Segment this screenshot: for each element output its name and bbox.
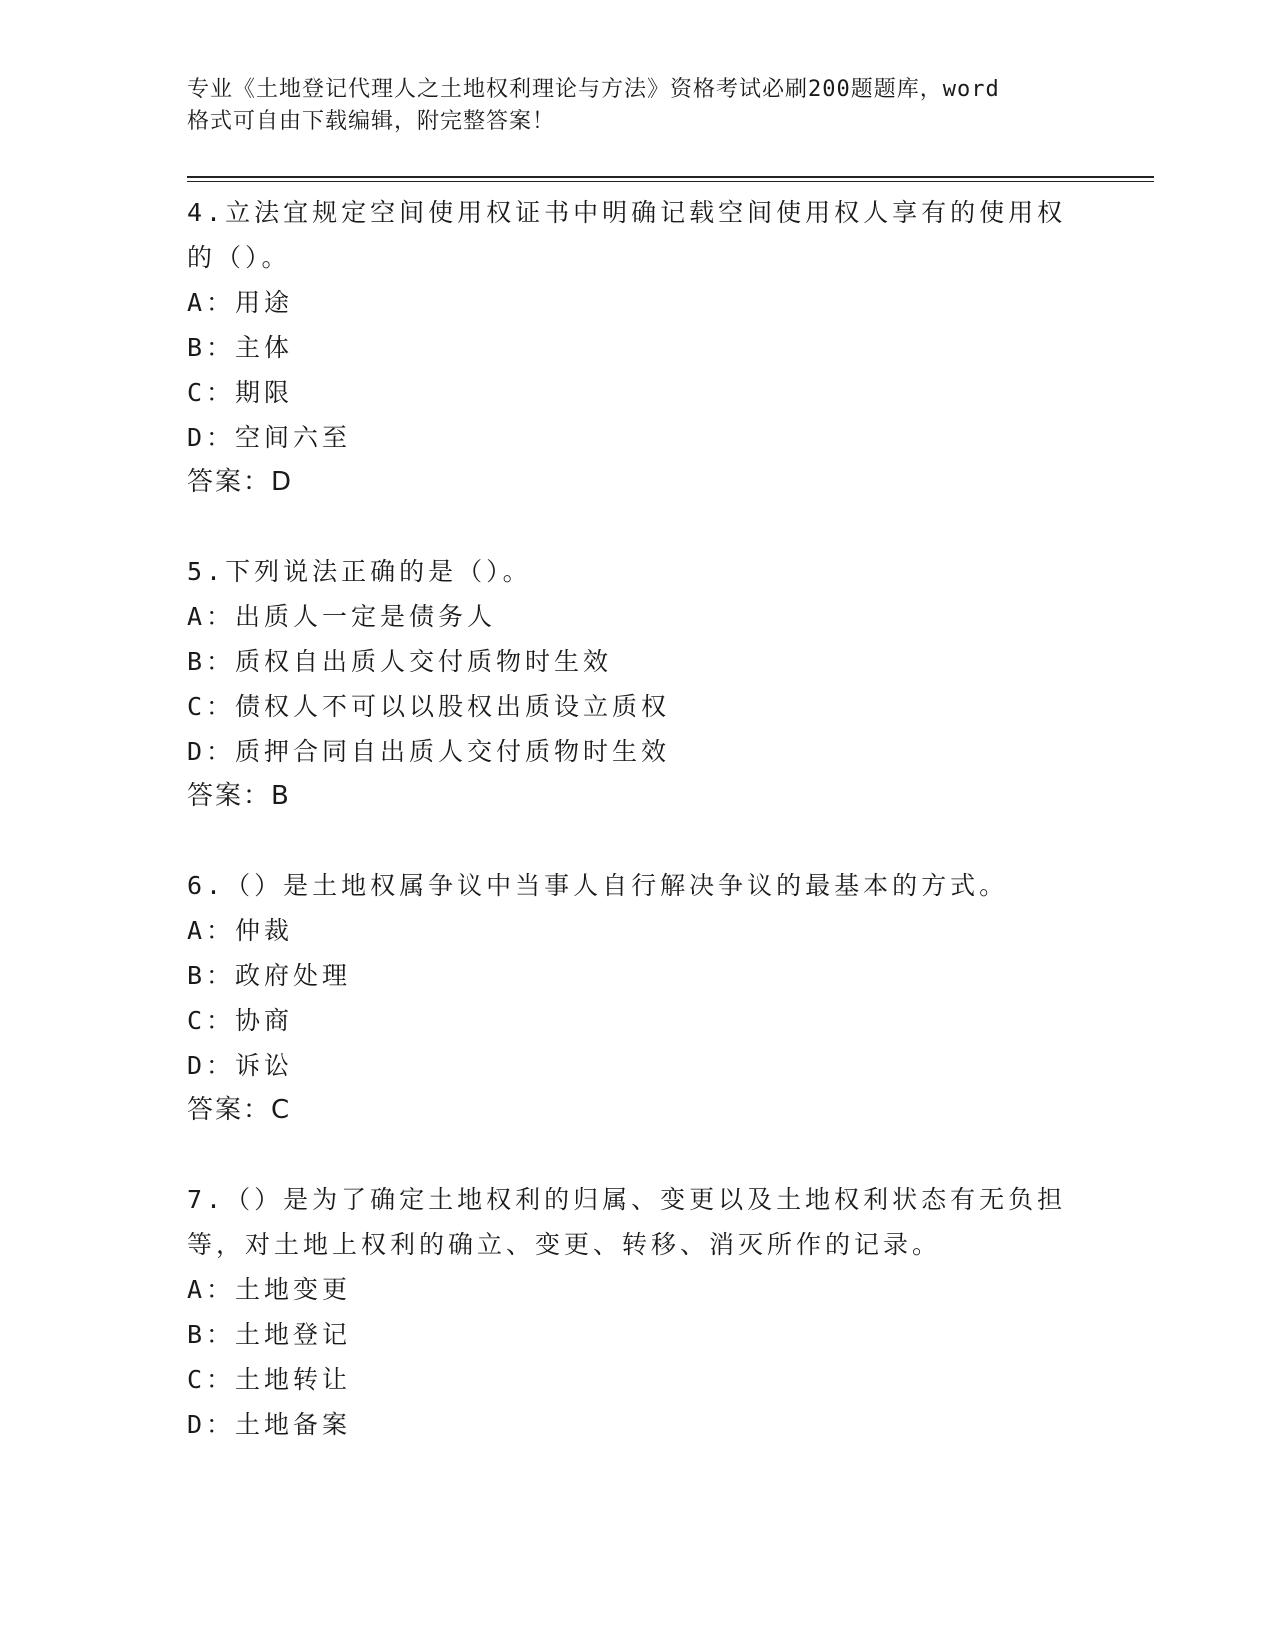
option-d: D：空间六至 — [187, 423, 352, 452]
option-c: C：期限 — [187, 378, 294, 407]
question-text: 7.（）是为了确定土地权利的归属、变更以及土地权利状态有无负担等，对土地上权利的确立、变更、转移、消灭所作的记录。 — [187, 1185, 1067, 1259]
header-line-2: 格式可自由下载编辑，附完整答案！ — [187, 109, 556, 134]
option-c: C：土地转让 — [187, 1365, 352, 1394]
question-list — [187, 190, 1067, 1491]
question-5 — [187, 549, 1067, 819]
header-rule-thin — [187, 181, 1154, 182]
option-a: A：土地变更 — [187, 1275, 352, 1304]
question-6 — [187, 863, 1067, 1133]
option-a: A：出质人一定是债务人 — [187, 602, 497, 631]
option-a: A：仲裁 — [187, 916, 294, 945]
option-c: C：债权人不可以以股权出质设立质权 — [187, 692, 671, 721]
option-d: D：诉讼 — [187, 1051, 294, 1080]
option-b: B：土地登记 — [187, 1320, 352, 1349]
answer: 答案：D — [187, 467, 294, 497]
answer: 答案：C — [187, 1095, 292, 1125]
document-header — [187, 74, 1067, 138]
option-a: A：用途 — [187, 288, 294, 317]
option-c: C：协商 — [187, 1006, 294, 1035]
option-b: B：主体 — [187, 333, 294, 362]
option-b: B：政府处理 — [187, 961, 352, 990]
answer: 答案：B — [187, 781, 291, 811]
question-7 — [187, 1177, 1067, 1447]
option-d: D：土地备案 — [187, 1410, 352, 1439]
question-text: 5.下列说法正确的是（）。 — [187, 557, 532, 586]
question-text: 4.立法宜规定空间使用权证书中明确记载空间使用权人享有的使用权的（）。 — [187, 198, 1067, 272]
question-4 — [187, 190, 1067, 505]
option-b: B：质权自出质人交付质物时生效 — [187, 647, 613, 676]
question-text: 6.（）是土地权属争议中当事人自行解决争议的最基本的方式。 — [187, 871, 1009, 900]
header-line-1: 专业《土地登记代理人之土地权利理论与方法》资格考试必刷200题题库，word — [187, 77, 1000, 102]
option-d: D：质押合同自出质人交付质物时生效 — [187, 737, 671, 766]
header-rule-thick — [187, 176, 1154, 178]
